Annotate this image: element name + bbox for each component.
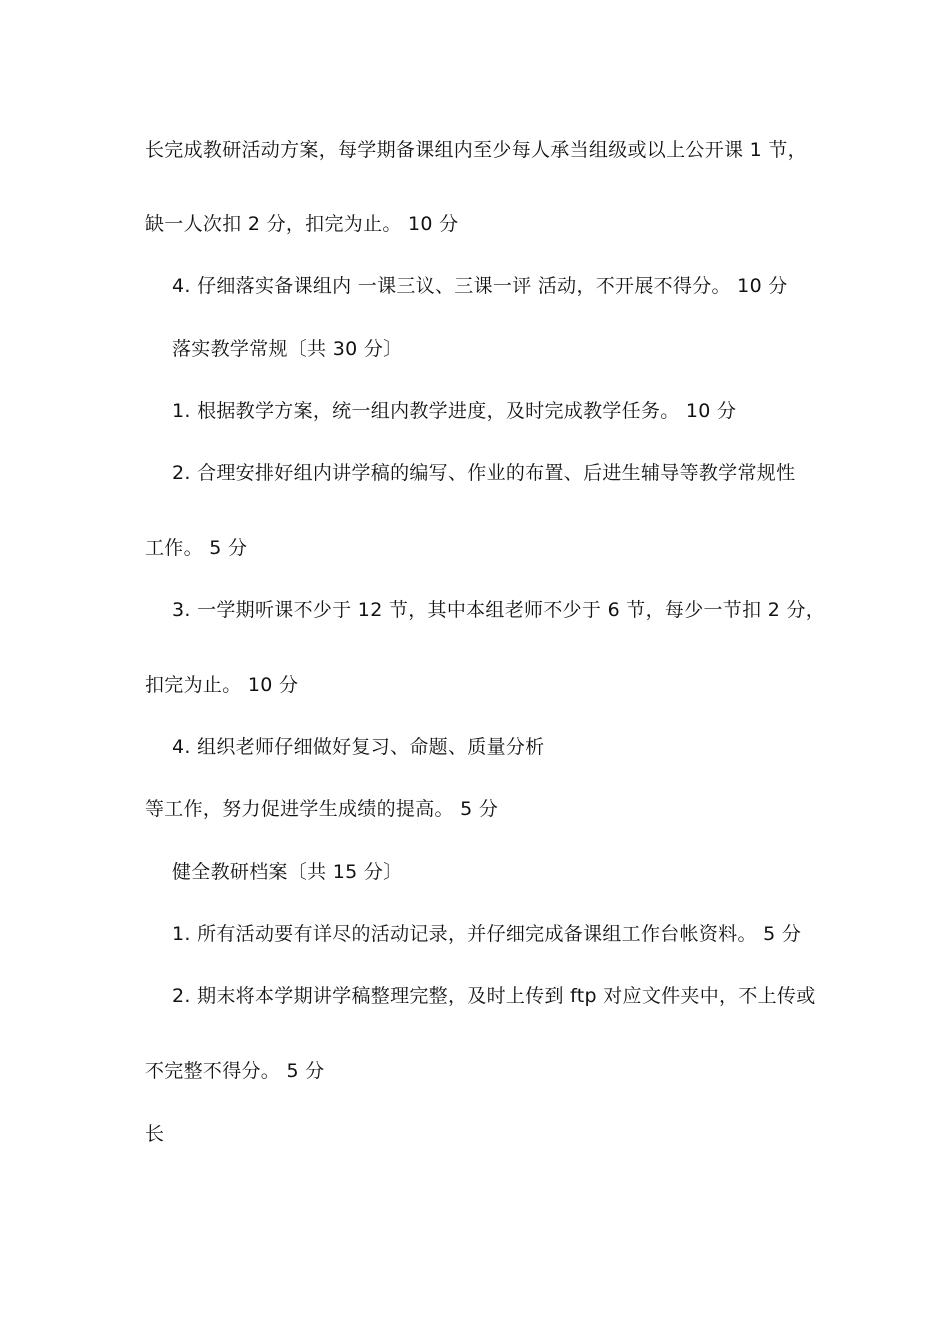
- list-item: 1. 根据教学方案，统一组内教学进度，及时完成教学任务。 10 分: [172, 400, 737, 422]
- section-heading: 落实教学常规〔共 30 分〕: [172, 338, 403, 360]
- text-line: 工作。 5 分: [145, 537, 248, 559]
- text-line: 不完整不得分。 5 分: [145, 1060, 325, 1082]
- text-line: 长完成教研活动方案，每学期备课组内至少每人承当组级或以上公开课 1 节，: [145, 139, 807, 161]
- list-item: 1. 所有活动要有详尽的活动记录，并仔细完成备课组工作台帐资料。 5 分: [172, 923, 802, 945]
- list-item: 4. 仔细落实备课组内 一课三议、三课一评 活动，不开展不得分。 10 分: [172, 275, 788, 297]
- text-line: 等工作，努力促进学生成绩的提高。 5 分: [145, 798, 499, 820]
- text-line: 扣完为止。 10 分: [145, 674, 299, 696]
- list-item: 2. 期末将本学期讲学稿整理完整，及时上传到 ftp 对应文件夹中，不上传或: [172, 985, 816, 1007]
- list-item: 2. 合理安排好组内讲学稿的编写、作业的布置、后进生辅导等教学常规性: [172, 462, 796, 484]
- list-item: 3. 一学期听课不少于 12 节，其中本组老师不少于 6 节，每少一节扣 2 分，: [172, 599, 826, 621]
- list-item: 4. 组织老师仔细做好复习、命题、质量分析: [172, 736, 545, 758]
- text-line: 长: [145, 1123, 165, 1145]
- section-heading: 健全教研档案〔共 15 分〕: [172, 861, 403, 883]
- text-line: 缺一人次扣 2 分，扣完为止。 10 分: [145, 213, 459, 235]
